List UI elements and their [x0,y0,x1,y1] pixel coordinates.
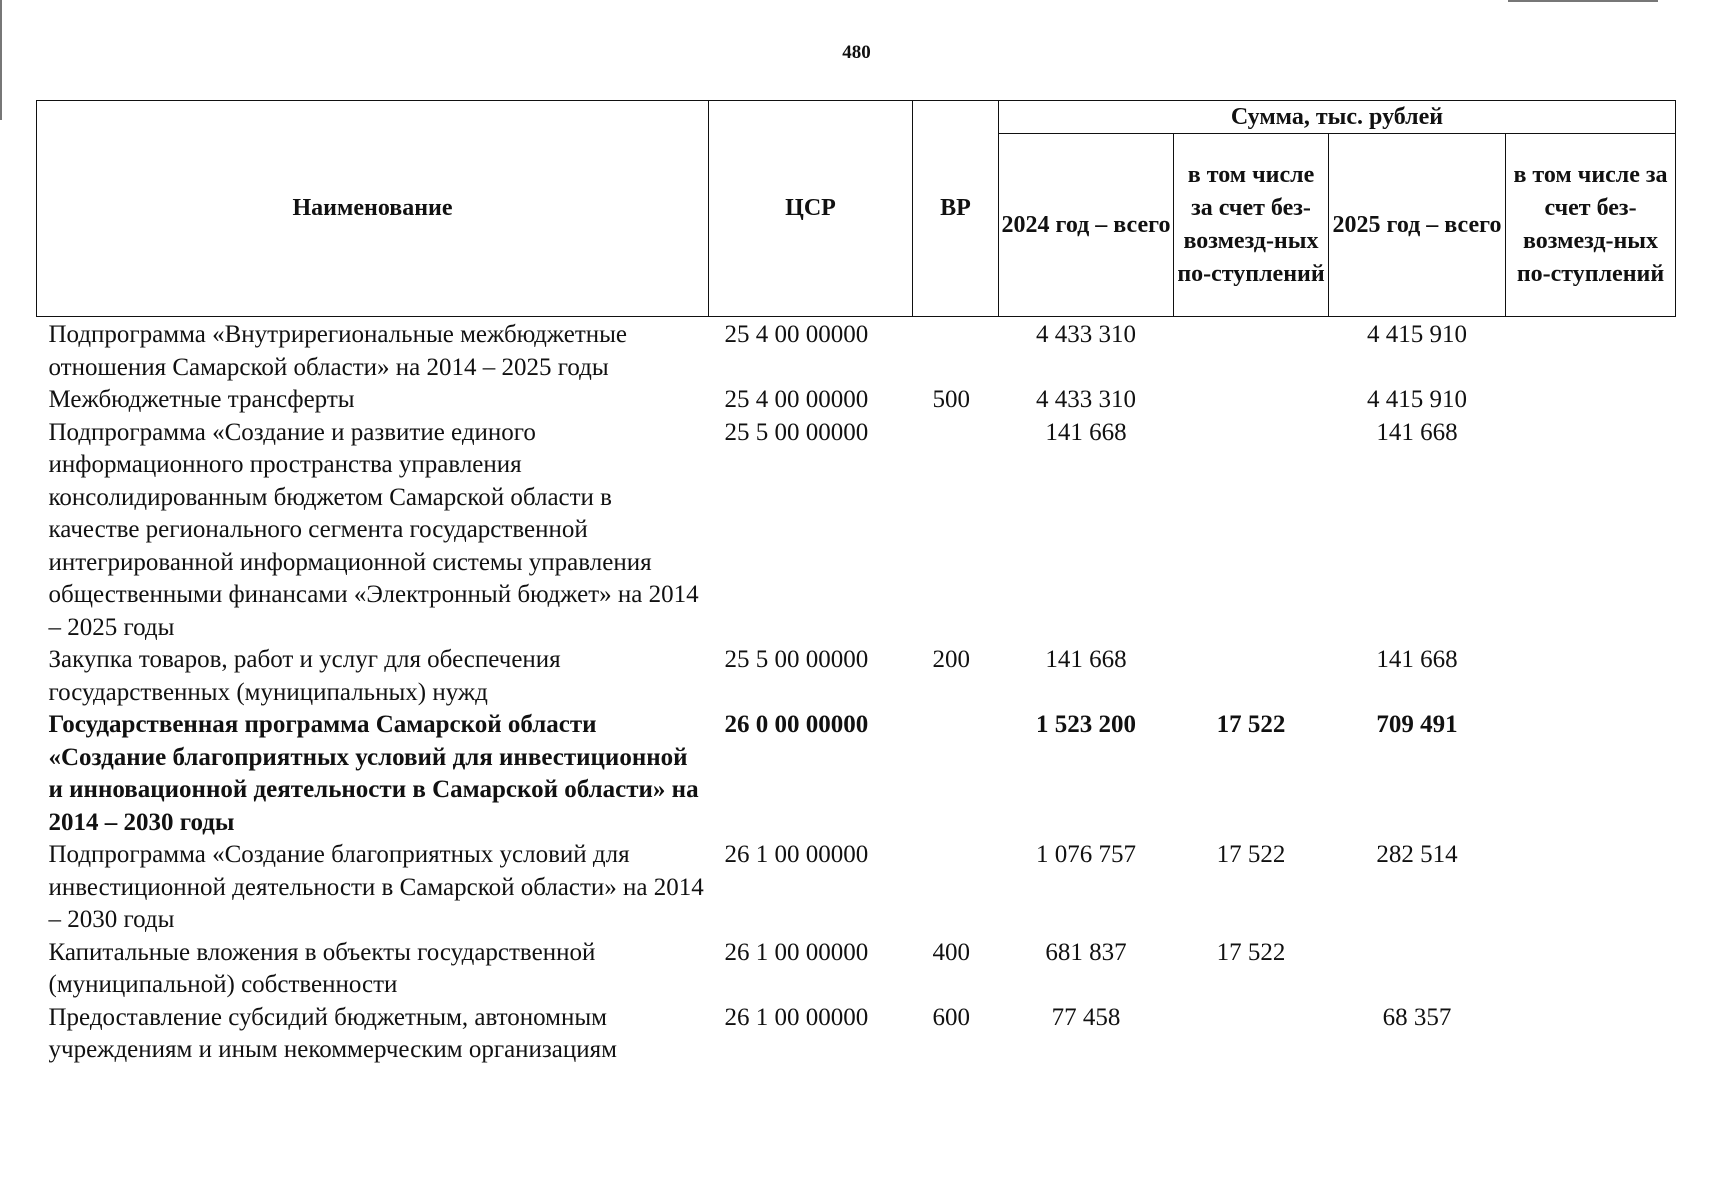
row-vr [913,417,999,645]
table-row [37,417,1676,645]
row-name: Предоставление субсидий бюджетным, автономным учреждениям и иным некоммерческим организациям [48,1003,617,1063]
row-name: Подпрограмма «Создание и развитие единого информационного пространства управления консолидированным бюджетом Самарской области в качестве регионального сегмента государственной интегрированной информационной системы управления общественными финансами «Электронный бюджет» на 2014 – 2025 годы [48,418,699,641]
row-vr: 400 [932,938,970,966]
row-name: Капитальные вложения в объекты государственной (муниципальной) собственности [48,938,596,998]
row-csr: 25 5 00 00000 [724,418,869,446]
row-2025-total: 141 668 [1376,418,1458,446]
row-vr: 200 [932,646,970,673]
row-2025-total: 709 491 [1376,711,1458,738]
row-2025-total: 282 514 [1376,841,1458,868]
row-2024-free [1174,384,1329,417]
row-vr [913,317,999,385]
row-2025-total: 4 415 910 [1367,321,1467,348]
row-vr: 600 [932,1003,970,1031]
table-row [37,839,1676,937]
row-2024-total: 77 458 [1051,1003,1121,1031]
row-2024-free [1174,317,1329,385]
row-2025-free [1506,317,1676,385]
table-row-program [37,709,1676,839]
table-row [37,937,1676,1002]
row-vr: 500 [932,386,970,413]
header-sum-group: Сумма, тыс. рублей [999,101,1676,134]
row-2025-free [1506,937,1676,1002]
page-number: 480 [842,42,871,63]
row-name: Подпрограмма «Внутрирегиональные межбюджетные отношения Самарской области» на 2014 – 2025 годы [48,321,628,381]
row-2024-free [1174,644,1329,709]
header-vr: ВР [913,101,999,317]
row-csr: 26 1 00 00000 [724,1003,869,1031]
row-2024-total: 1 523 200 [1036,711,1136,738]
row-2024-total: 1 076 757 [1036,841,1136,868]
row-2024-total: 141 668 [1045,418,1127,446]
table-row [37,644,1676,709]
row-2025-free [1506,1002,1676,1067]
table-row [37,1002,1676,1067]
table-body [37,317,1676,1067]
row-csr: 25 5 00 00000 [724,646,869,673]
row-vr [913,709,999,839]
row-csr: 25 4 00 00000 [724,386,869,413]
row-2024-free [1174,1002,1329,1067]
row-2024-free: 17 522 [1216,711,1286,738]
row-2025-total: 141 668 [1376,646,1458,673]
header-name: Наименование [37,101,709,317]
row-2024-free: 17 522 [1216,938,1286,966]
row-name: Межбюджетные трансферты [48,386,355,413]
row-2025-free [1506,384,1676,417]
row-2025-free [1506,417,1676,645]
row-2024-total: 4 433 310 [1036,321,1136,348]
row-2025-total: 68 357 [1382,1003,1452,1031]
row-csr: 26 0 00 00000 [724,711,869,738]
row-2024-total: 4 433 310 [1036,386,1136,413]
table-row [37,317,1676,385]
row-csr: 25 4 00 00000 [724,321,869,348]
row-2025-total: 4 415 910 [1367,386,1467,413]
row-2024-total: 141 668 [1045,646,1127,673]
header-csr: ЦСР [709,101,913,317]
row-csr: 26 1 00 00000 [724,841,869,868]
row-name: Государственная программа Самарской области «Создание благоприятных условий для инвестиционной и инновационной деятельности в Самарской области» на 2014 – 2030 годы [48,711,699,836]
row-name: Закупка товаров, работ и услуг для обеспечения государственных (муниципальных) нужд [48,646,561,706]
header-2024-total: 2024 год – всего [999,134,1174,317]
row-2024-free [1174,417,1329,645]
row-name: Подпрограмма «Создание благоприятных условий для инвестиционной деятельности в Самарской области» на 2014 – 2030 годы [48,841,704,933]
row-vr [913,839,999,937]
scan-edge-top [1508,0,1658,2]
table-header [37,101,1676,317]
row-2024-free: 17 522 [1216,841,1286,868]
row-2025-free [1506,644,1676,709]
row-2025-free [1506,839,1676,937]
row-2025-free [1506,709,1676,839]
row-2025-total [1329,937,1506,1002]
header-2025-free: в том числе за счет без-возмезд-ных по-ступлений [1506,134,1676,317]
header-2024-free: в том числе за счет без-возмезд-ных по-ступлений [1174,134,1329,317]
budget-table [36,100,1676,1067]
row-csr: 26 1 00 00000 [724,938,869,966]
header-2025-total: 2025 год – всего [1329,134,1506,317]
row-2024-total: 681 837 [1045,938,1127,966]
table-row [37,384,1676,417]
